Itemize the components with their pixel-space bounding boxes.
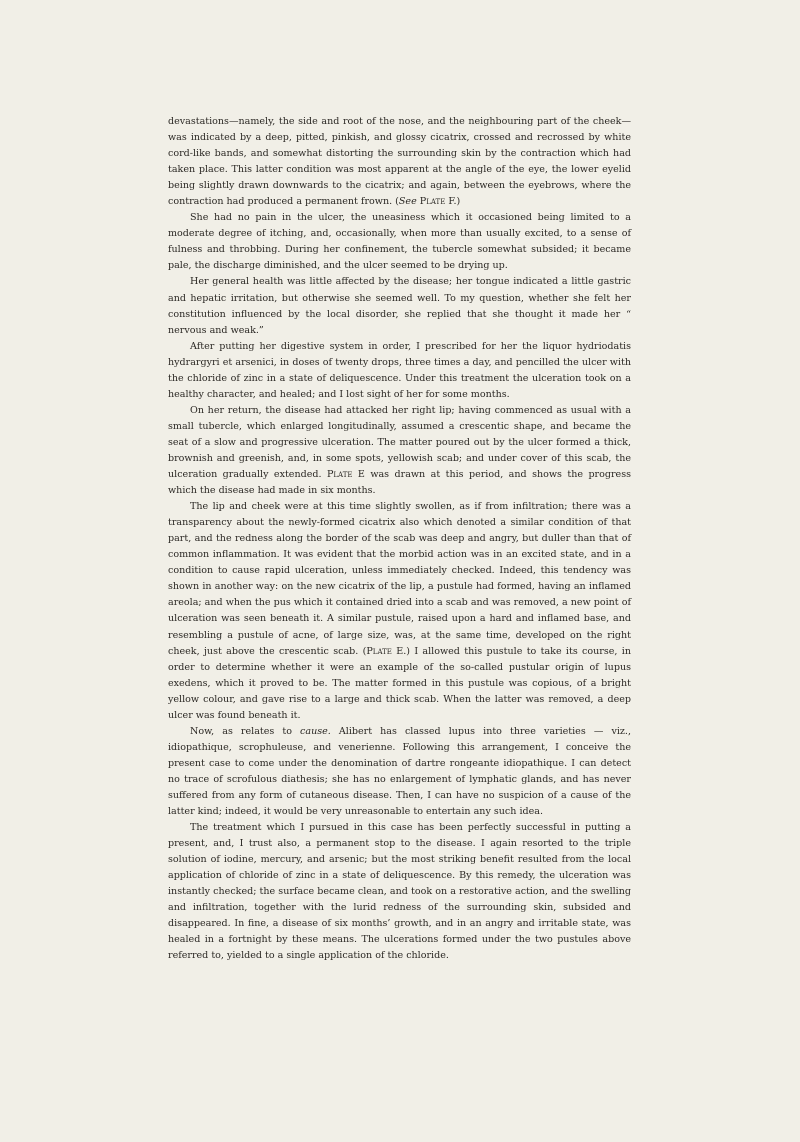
plate-reference: Plate: [419, 196, 446, 208]
plate-reference: Plate: [366, 645, 392, 657]
paragraph-2: She had no pain in the ulcer, the uneasiness which it occasioned being limited to a moderate degree of itching, and, occasionally, when more than usually excited, to a sense of fulness and throbbing. During her confinement, the tubercle somewhat subsided; it became pale, the discharge diminished, and the ulcer seemed to be drying up.: [168, 212, 631, 272]
cause-emphasis: cause.: [300, 725, 331, 737]
see-reference: See: [398, 196, 417, 208]
paragraph-5: On her return, the disease had attacked her right lip; having commenced as usual with a small tubercle, which enlarged longitudinally, assumed a crescentic shape, and became the seat of a slow and progressive ulceration. The matter poured out by the ulcer formed a thick, brownish and greenish, and, in some spots, yellowish scab; and under cover of this scab, the ulceration gradually extended. Plate E was drawn at this period, and shows the progress which the disease had made in six months.: [168, 404, 631, 497]
paragraph-4: After putting her digestive system in order, I prescribed for her the liquor hydriodatis hydrargyri et arsenici, in doses of twenty drops, three times a day, and pencilled the ulcer with the chloride of zinc in a state of deliquescence. Under this treatment the ulceration took on a healthy character, and healed; and I lost sight of her for some months.: [168, 340, 631, 400]
paragraph-6: The lip and cheek were at this time slightly swollen, as if from infiltration; there was a transparency about the newly-formed cicatrix also which denoted a similar condition of that part, and the redness along the border of the scab was deep and angry, but duller than that of common inflammation. It was evident that the morbid action was in an excited state, and in a condition to cause rapid ulceration, unless immediately checked. Indeed, this tendency was shown in another way: on the new cicatrix of the lip, a pustule had formed, having an inflamed areola; and when the pus which it contained dried into a scab and was removed, a new point of ulceration was seen beneath it. A similar pustule, raised upon a hard and inflamed base, and resembling a pustule of acne, of large size, was, at the same time, developed on the right cheek, just above the crescentic scab. (Plate E.) I allowed this pustule to take its course, in order to determine whether it were an example of the so-called pustular origin of lupus exedens, which it proved to be. The matter formed in this pustule was copious, of a bright yellow colour, and gave rise to a large and thick scab. When the latter was removed, a deep ulcer was found beneath it.: [168, 501, 631, 721]
paragraph-3: Her general health was little affected by the disease; her tongue indicated a little gastric and hepatic irritation, but otherwise she seemed well. To my question, whether she felt her constitution influenced by the local disorder, she replied that she thought it made her “ nervous and weak.”: [168, 276, 631, 336]
paragraph-8: The treatment which I pursued in this case has been perfectly successful in putting a present, and, I trust also, a permanent stop to the disease. I again resorted to the triple solution of iodine, mercury, and arsenic; but the most striking benefit resulted from the local application of chloride of zinc in a state of deliquescence. By this remedy, the ulceration was instantly checked; the surface became clean, and took on a restorative action, and the swelling and infiltration, together with the lurid redness of the surrounding skin, subsided and disappeared. In fine, a disease of six months’ growth, and in an angry and irritable state, was healed in a fortnight by these means. The ulcerations formed under the two pustules above referred to, yielded to a single application of the chloride.: [168, 822, 631, 962]
paragraph-1: devastations—namely, the side and root of the nose, and the neighbouring part of the cheek—was indicated by a deep, pitted, pinkish, and glossy cicatrix, crossed and recrossed by white cord-like bands, and somewhat distorting the surrounding skin by the contraction which had taken place. This latter condition was most apparent at the angle of the eye, the lower eyelid being slightly drawn downwards to the cicatrix; and again, between the eyebrows, where the contraction had produced a permanent frown. (See Plate F.): [168, 116, 631, 208]
body-text: [168, 114, 631, 964]
plate-reference: Plate: [326, 469, 353, 481]
paragraph-7: Now, as relates to cause. Alibert has classed lupus into three varieties — viz., idiopathique, scrophuleuse, and venerienne. Following this arrangement, I conceive the present case to come under the denomination of dartre rongeante idiopathique. I can detect no trace of scrofulous diathesis; she has no enlargement of lymphatic glands, and has never suffered from any form of cutaneous disease. Then, I can have no suspicion of a cause of the latter kind; indeed, it would be very unreasonable to entertain any such idea.: [168, 725, 631, 818]
